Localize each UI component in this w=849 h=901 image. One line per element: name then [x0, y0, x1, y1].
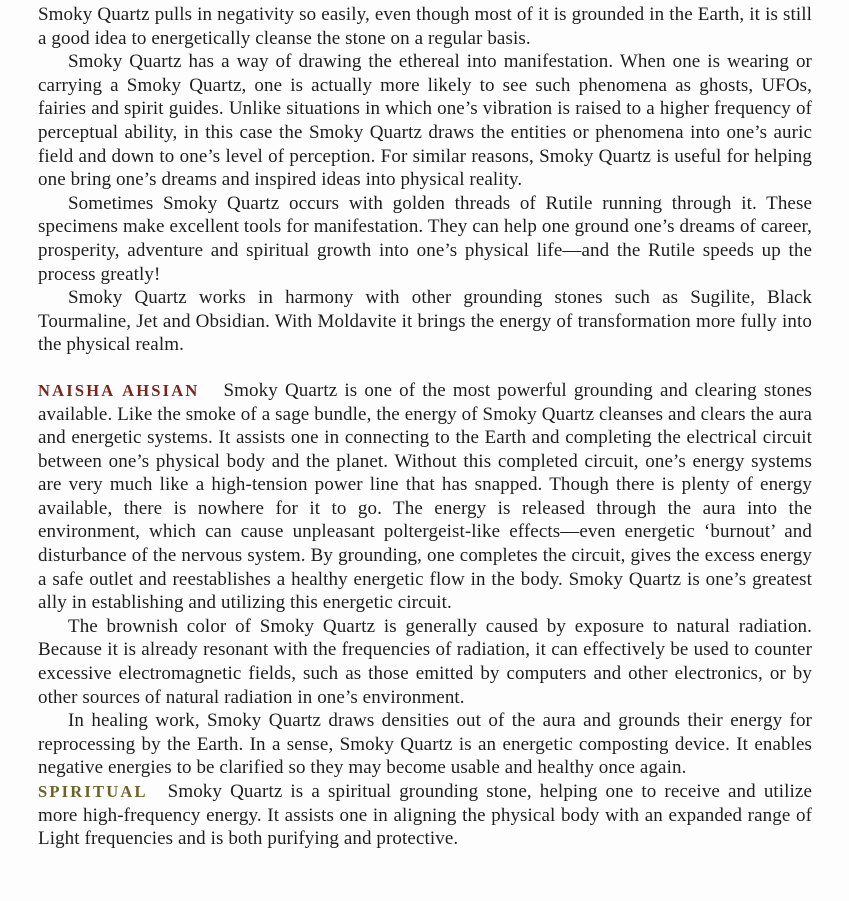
paragraph-spiritual-grounding: Smoky Quartz is a spiritual grounding stone, helping one to receive and utilize more high-frequency energy. It assists one in aligning the physical body with an expanded range of Light frequencies and is both purifying and protective. [38, 781, 812, 850]
section-heading-spiritual: SPIRITUAL [38, 782, 148, 801]
paragraph-radiation: The brownish color of Smoky Quartz is generally caused by exposure to natural radiation. Because it is already resonant with the frequencies of radiation, it can effectively be used to counter excessive electromagnetic fields, such as those emitted by computers and other electronics, or by other sources of natural radiation in one’s environment. [38, 615, 812, 708]
author-heading-naisha-ahsian: NAISHA AHSIAN [38, 380, 200, 400]
paragraph-healing-work: In healing work, Smoky Quartz draws densities out of the aura and grounds their energy for reprocessing by the Earth. In a sense, Smoky Quartz is an energetic composting device. It enables negative energies to be clarified so they may become usable and healthy once again. [38, 710, 812, 779]
paragraph-manifestation: Smoky Quartz has a way of drawing the ethereal into manifestation. When one is wearing or carrying a Smoky Quartz, one is actually more likely to see such phenomena as ghosts, UFOs, fairies and spirit guides. Unlike situations in which one’s vibration is raised to a higher frequency of perceptual ability, in this case the Smoky Quartz draws the entities or phenomena into one’s auric field and down to one’s level of perception. For similar reasons, Smoky Quartz is useful for helping one bring one’s dreams and inspired ideas into physical reality. [38, 51, 812, 191]
paragraph-cleansing: Smoky Quartz pulls in negativity so easily, even though most of it is grounded in the Earth, it is still a good idea to energetically cleanse the stone on a regular basis. [38, 4, 812, 49]
paragraph-grounding-circuit: Smoky Quartz is one of the most powerful grounding and clearing stones available. Like the smoke of a sage bundle, the energy of Smoky Quartz cleanses and clears the aura and energetic systems. It assists one in connecting to the Earth and completing the electrical circuit between one’s physical body and the planet. Without this completed circuit, one’s energy systems are very much like a high-tension power line that has snapped. Though there is plenty of energy available, there is nowhere for it to go. The energy is released through the aura into the environment, which can cause unpleasant poltergeist-like effects—even energetic ‘burnout’ and disturbance of the nervous system. By grounding, one completes the circuit, gives the excess energy a safe outlet and reestablishes a healthy energetic flow in the body. Smoky Quartz is one’s greatest ally in establishing and utilizing this energetic circuit. [38, 379, 812, 614]
naisha-ahsian-section [38, 379, 812, 615]
spiritual-section [38, 780, 812, 851]
paragraph-harmony-stones: Smoky Quartz works in harmony with other grounding stones such as Sugilite, Black Tourmaline, Jet and Obsidian. With Moldavite it brings the energy of transformation more fully into the physical realm. [38, 287, 812, 356]
paragraph-rutile: Sometimes Smoky Quartz occurs with golden threads of Rutile running through it. These specimens make excellent tools for manifestation. They can help one ground one’s dreams of career, prosperity, adventure and spiritual growth into one’s physical life—and the Rutile speeds up the process greatly! [38, 192, 812, 285]
